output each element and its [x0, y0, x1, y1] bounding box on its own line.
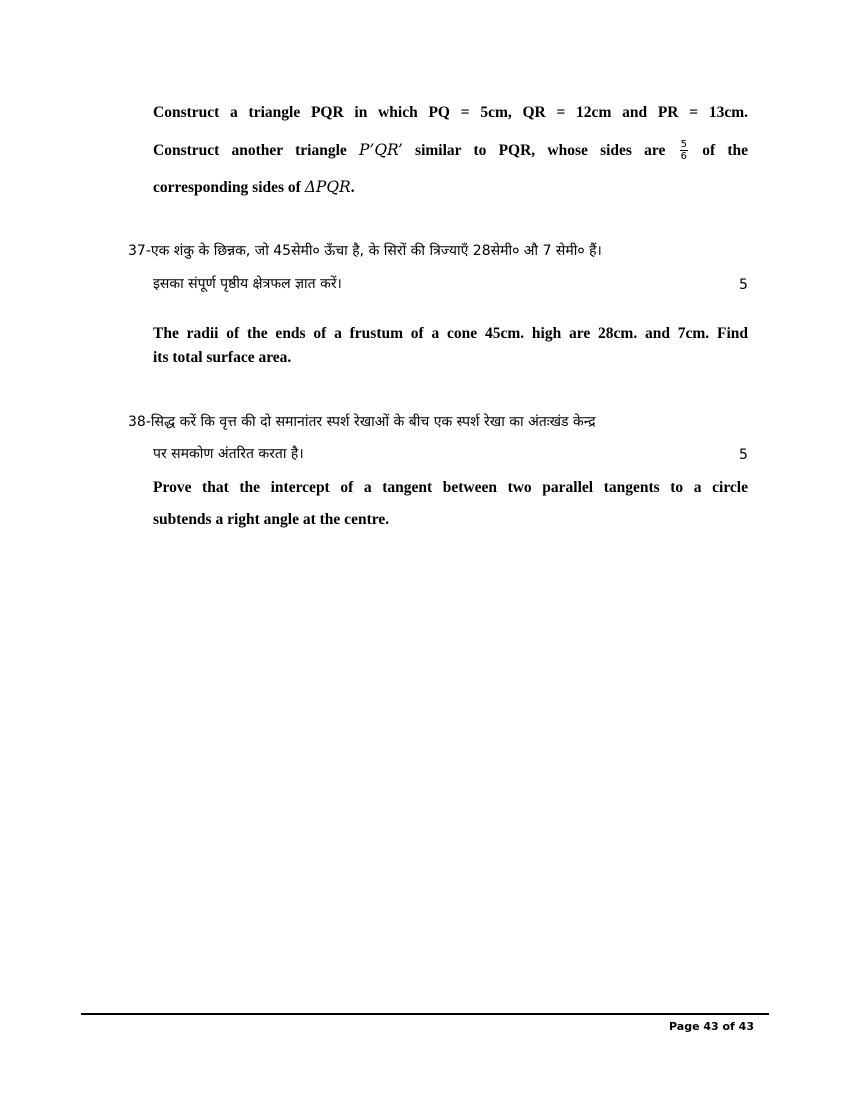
q37-hindi-line2: इसका संपूर्ण पृष्ठीय क्षेत्रफल ज्ञात करें।: [153, 276, 342, 292]
q36-line3: [153, 178, 355, 197]
q38-english-line2: subtends a right angle at the centre.: [153, 511, 390, 528]
q36-line2-text-b: similar to PQR, whose sides are: [415, 142, 666, 160]
q38-english-line1: Prove that the intercept of a tangent between two parallel tangents to a circle: [153, 479, 748, 496]
q38-hindi-line1: 38-सिद्ध करें कि वृत्त की दो समानांतर स्पर्श रेखाओं के बीच एक स्पर्श रेखा का अंतःखंड केन्द्र: [128, 414, 596, 430]
page-number: Page 43 of 43: [669, 1020, 754, 1033]
q37-english-line1: The radii of the ends of a frustum of a cone 45cm. high are 28cm. and 7cm. Find: [153, 325, 748, 342]
q36-line2-text-a: Construct another triangle: [153, 142, 347, 160]
fraction-denominator: 6: [680, 151, 687, 162]
q38-marks: 5: [739, 447, 748, 463]
q38-hindi-line2: पर समकोण अंतरित करता है।: [153, 446, 304, 462]
q36-line1: Construct a triangle PQR in which PQ = 5cm, QR = 12cm and PR = 13cm.: [153, 104, 748, 121]
q37-english-line2: its total surface area.: [153, 349, 292, 366]
q37-hindi-line1: 37-एक शंकु के छिन्नक, जो 45सेमी० ऊँचा है, के सिरों की त्रिज्याएँ 28सेमी० औ 7 सेमी० हैं।: [128, 243, 602, 259]
q36-line2-text-c: of the: [702, 142, 749, 160]
q36-line3-text: corresponding sides of: [153, 179, 301, 196]
fraction-numerator: 5: [680, 139, 687, 150]
footer-divider: [81, 1013, 769, 1015]
q36-line2: [153, 140, 748, 163]
q36-triangle-prime: P’QR’: [358, 141, 403, 160]
scale-fraction: [680, 139, 688, 162]
q37-marks: 5: [739, 277, 748, 293]
q36-line3-period: .: [350, 179, 355, 196]
q36-triangle-name: ΔPQR: [304, 178, 351, 196]
